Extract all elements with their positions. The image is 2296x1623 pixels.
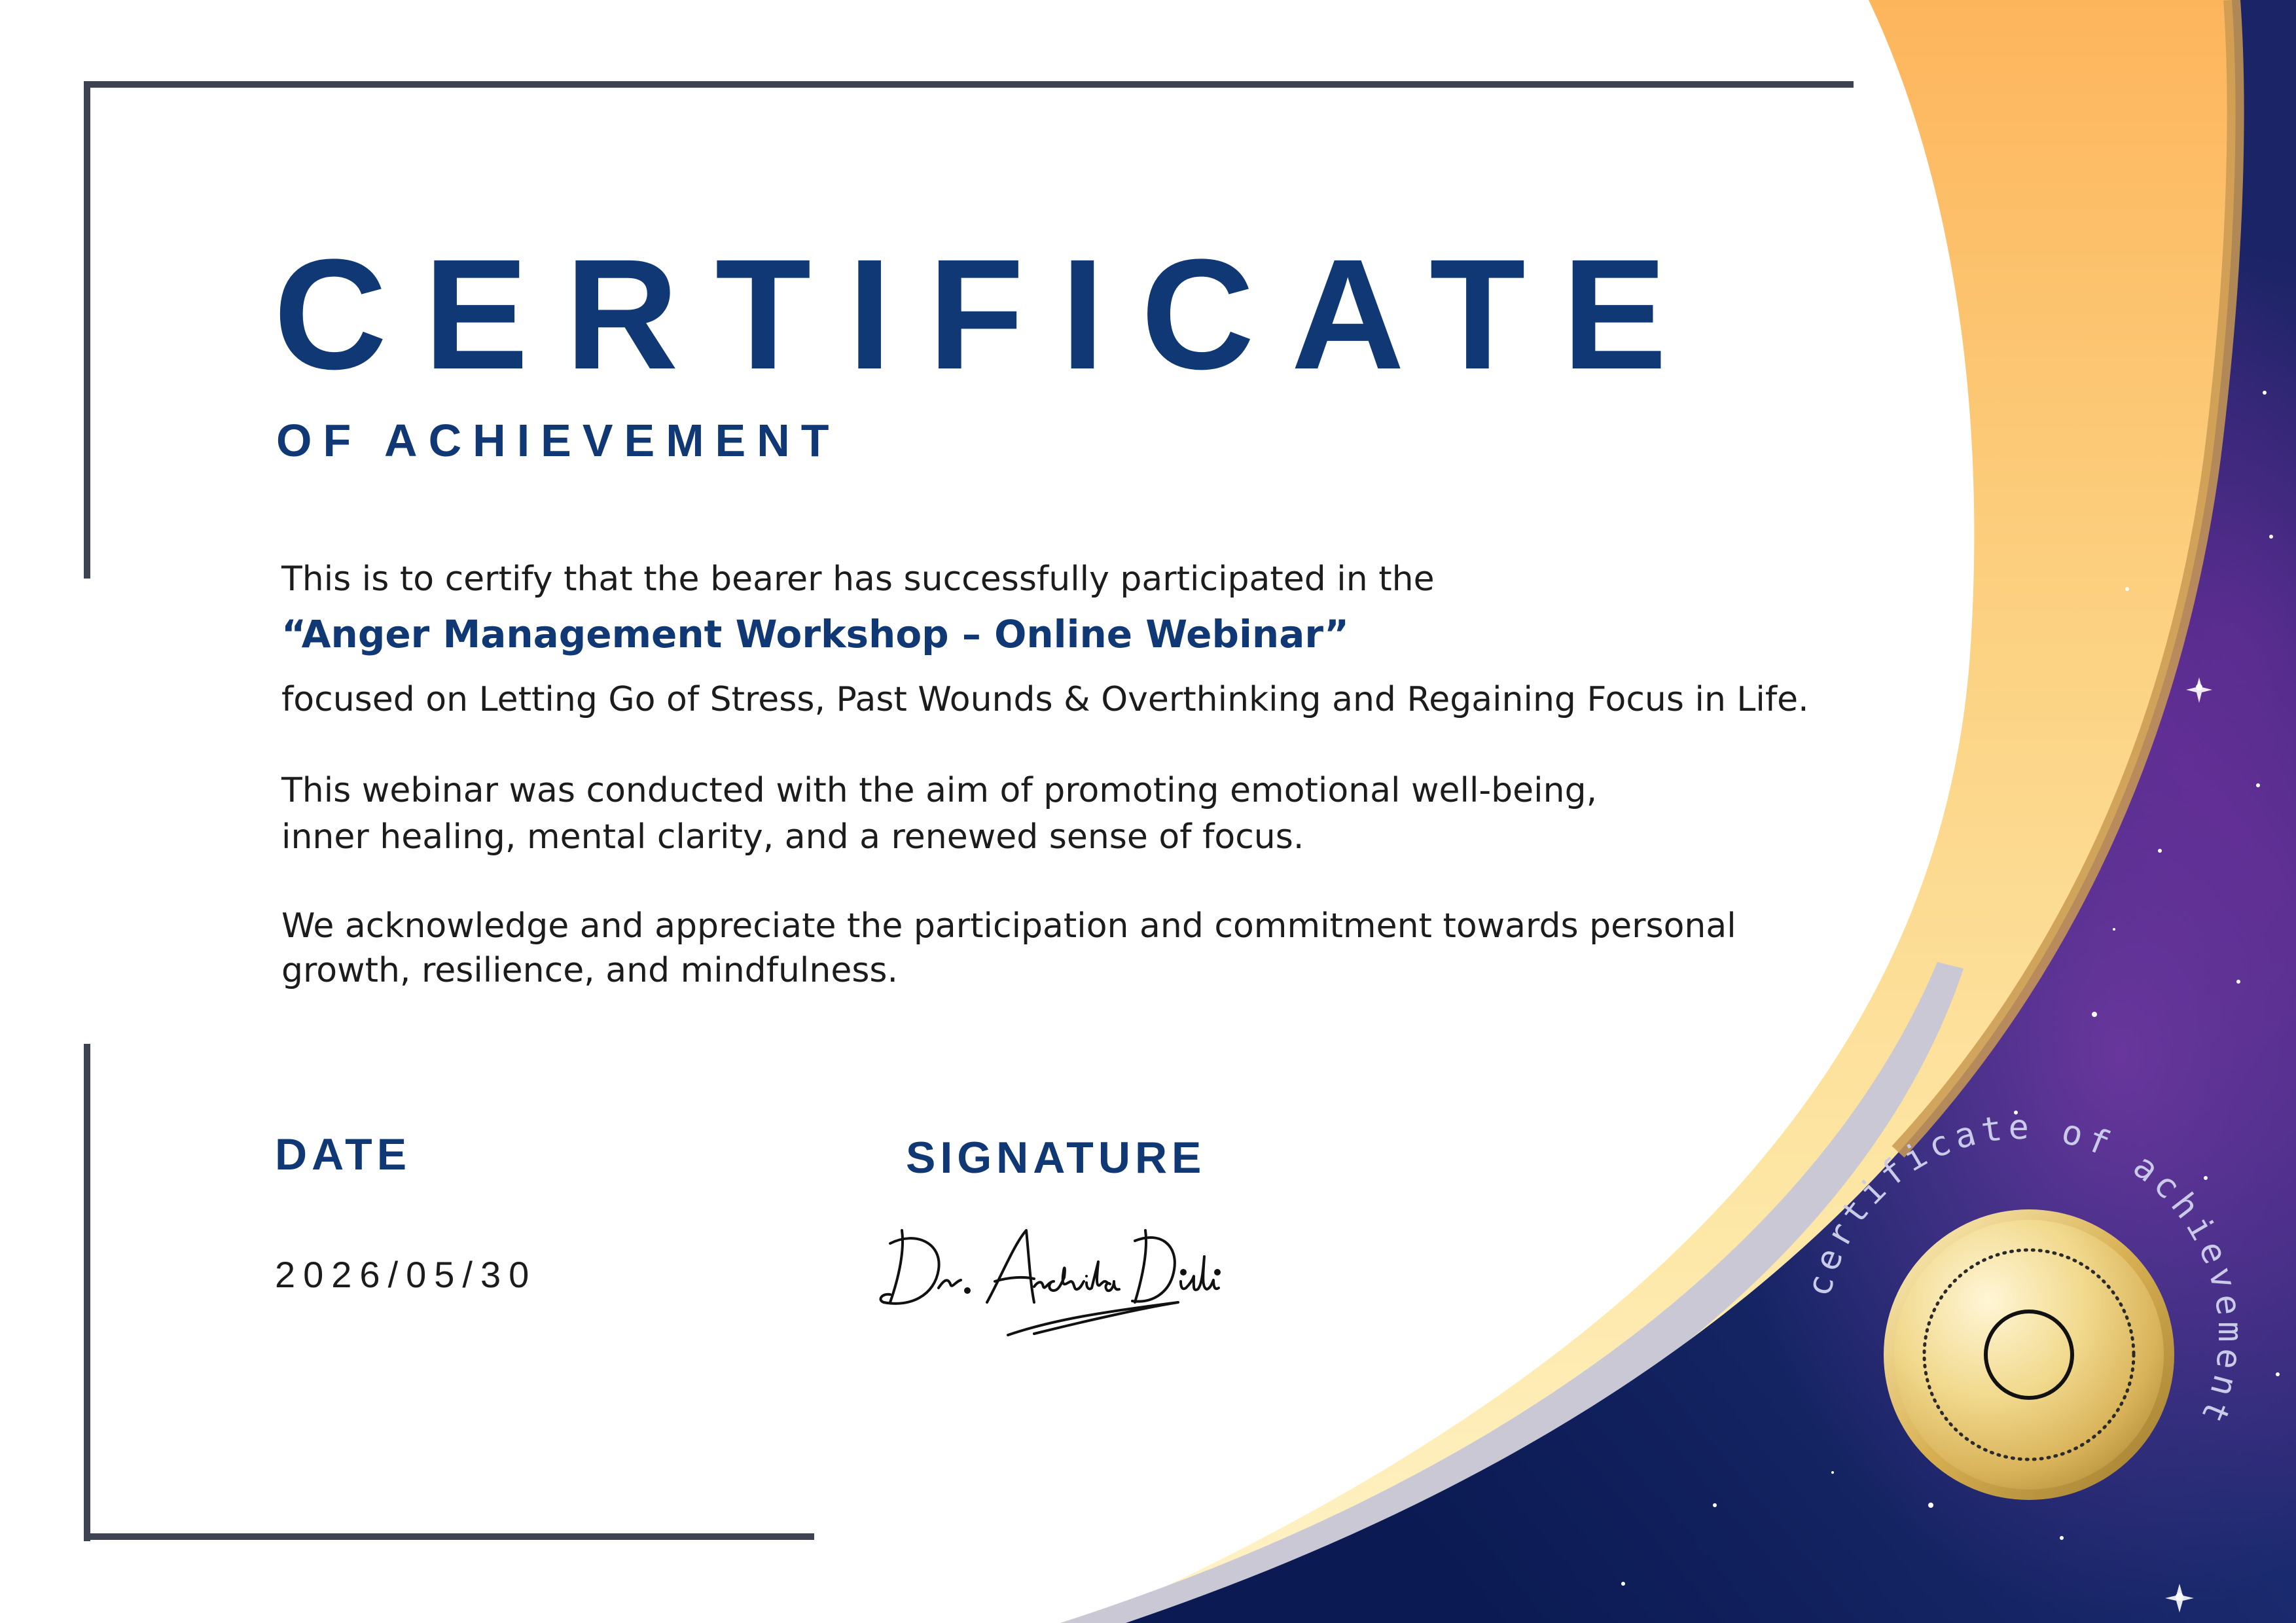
handwritten-signature [870,1204,1237,1348]
workshop-title: “Anger Management Workshop – Online Webinar” [281,612,1350,656]
paragraph3-line1: We acknowledge and appreciate the participation and commitment towards personal [281,906,1736,946]
frame-bottom-line [84,1533,814,1540]
date-label: DATE [275,1130,412,1179]
date-value: 2026/05/30 [275,1254,537,1295]
seal-ring-text: certificate of achievement [1799,1107,2250,1434]
frame-left-bottom-line [84,1044,90,1541]
paragraph2-line2: inner healing, mental clarity, and a renewed sense of focus. [281,817,1304,857]
frame-top-line [84,81,1854,88]
intro-text: This is to certify that the bearer has successfully participated in the [281,560,1435,599]
achievement-seal [1780,1093,2265,1577]
signature-label: SIGNATURE [906,1133,1206,1183]
paragraph2-line1: This webinar was conducted with the aim of promoting emotional well-being, [281,771,1598,810]
certificate-subtitle: OF ACHIEVEMENT [276,415,840,466]
frame-left-top-line [84,81,90,579]
certificate-title: CERTIFICATE [274,226,1704,402]
paragraph3-line2: growth, resilience, and mindfulness. [281,951,899,990]
focus-text: focused on Letting Go of Stress, Past Wounds & Overthinking and Regaining Focus in Life. [281,680,1809,719]
